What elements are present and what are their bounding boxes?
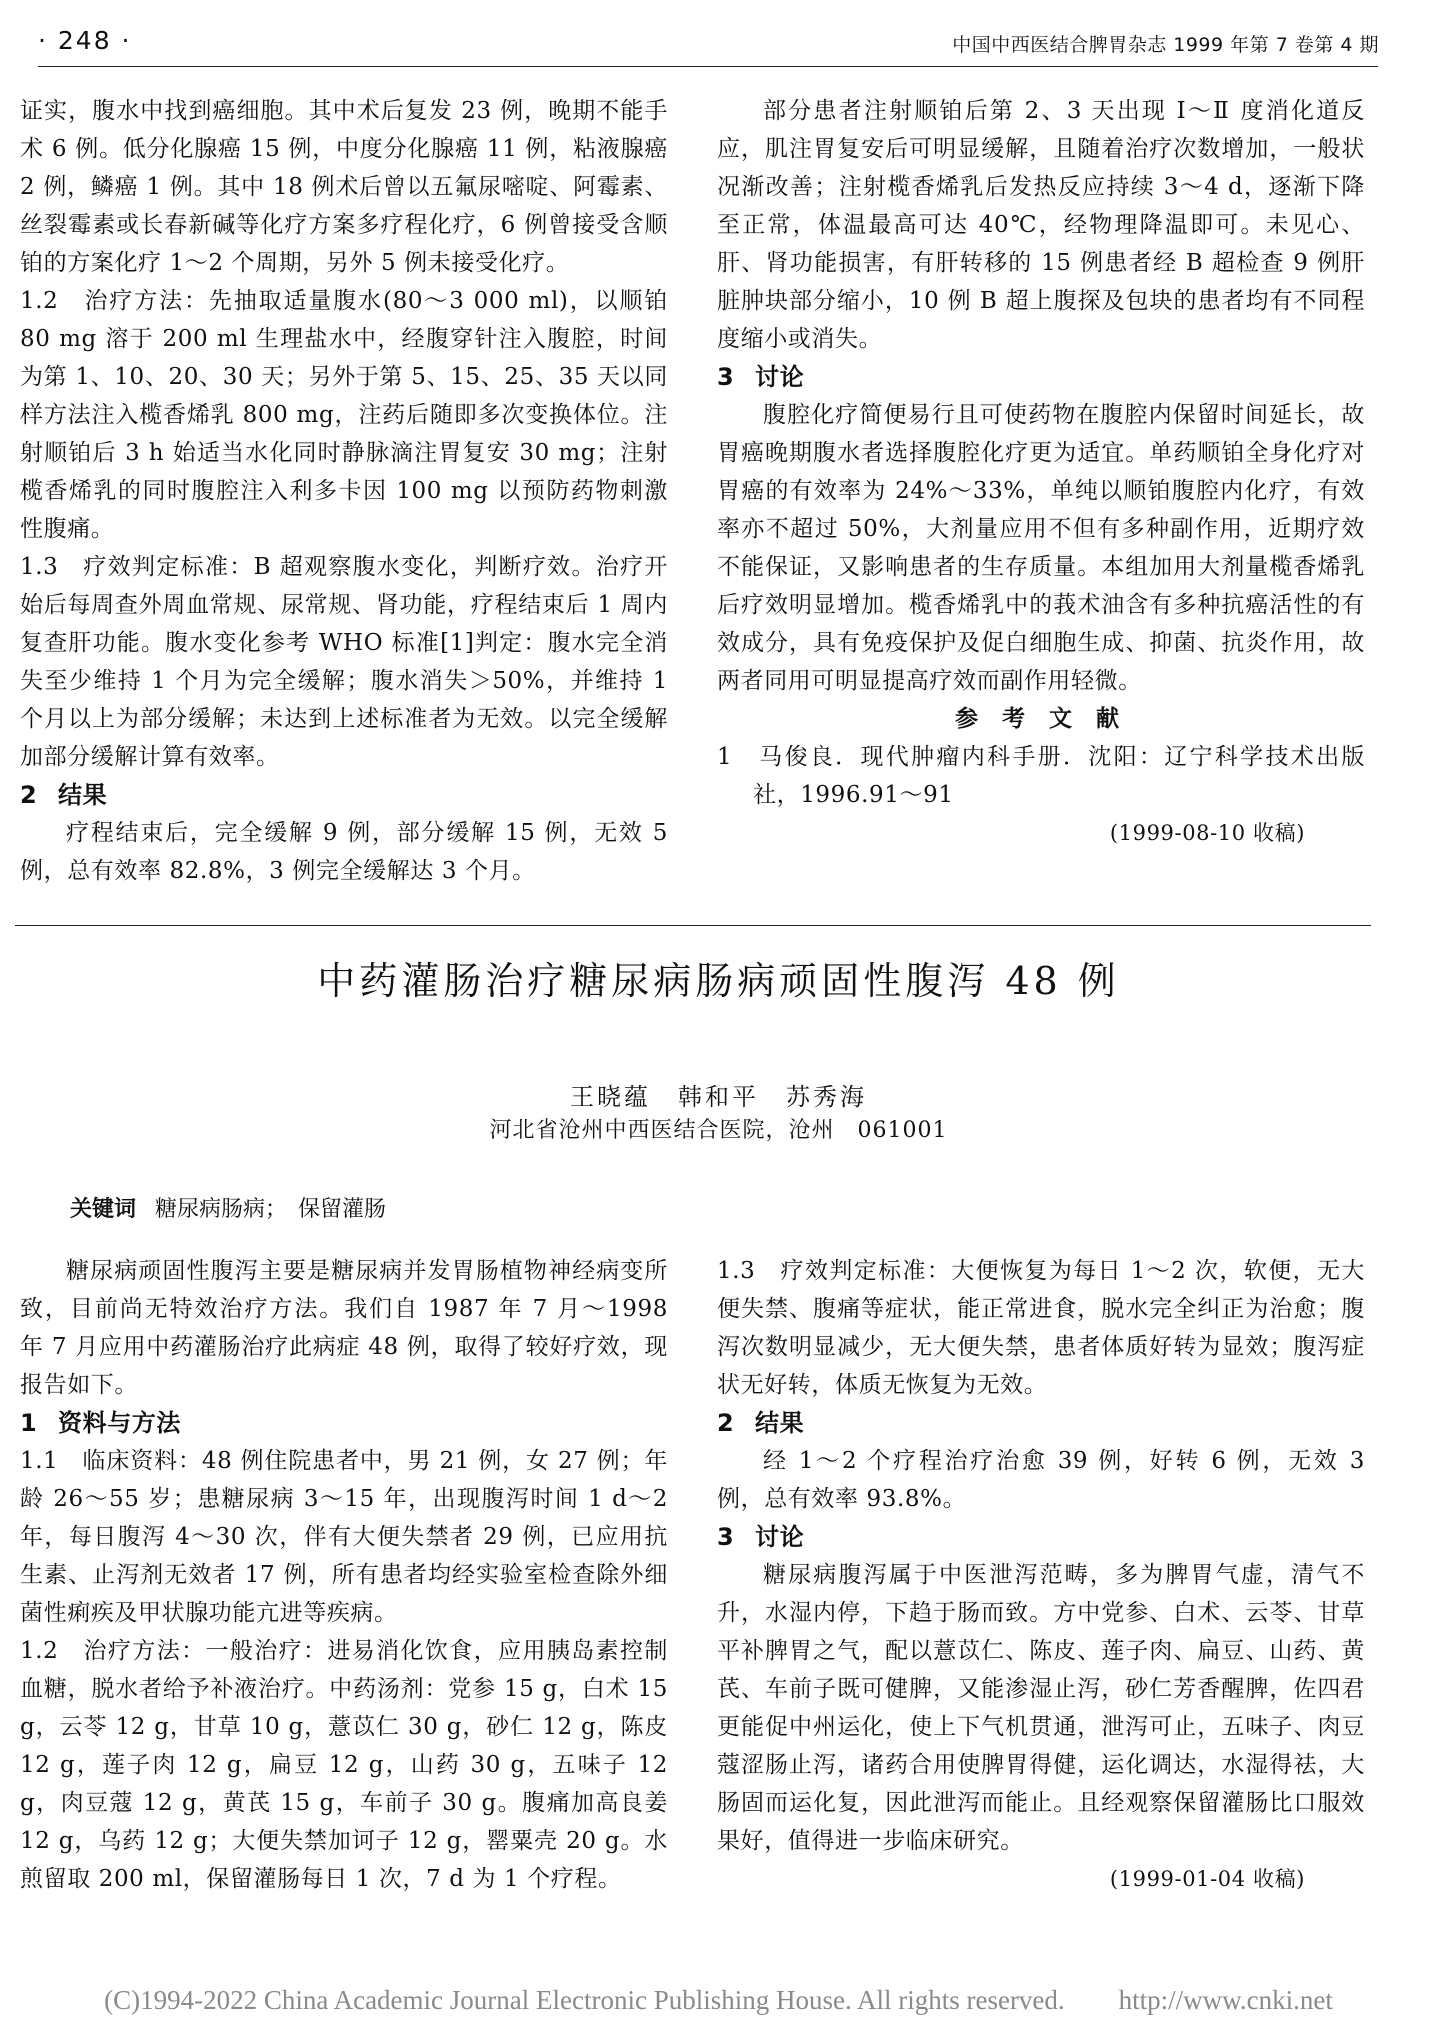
reference-item: 1 马俊良．现代肿瘤内科手册．沈阳：辽宁科学技术出版社，1996.91～91 [717,744,1365,808]
keywords-line [70,1192,386,1223]
received-date: (1999-08-10 收稿) [1109,821,1305,845]
page-number: · 248 · [38,26,132,55]
section-number: 2 [20,781,38,809]
received-date: (1999-01-04 收稿) [1109,1867,1305,1891]
body-paragraph: 1.3 疗效判定标准：大便恢复为每日 1～2 次，软便，无大便失禁、腹痛等症状，能正常进食，脱水完全纠正为治愈；腹泻次数明显减少，无大便失禁，患者体质好转为显效；腹泻症状无好转，体质无恢复为无效。 [717,1258,1365,1398]
top-right-column [717,92,1365,852]
body-paragraph: 疗程结束后，完全缓解 9 例，部分缓解 15 例，无效 5 例，总有效率 82.8%，3 例完全缓解达 3 个月。 [20,820,668,884]
section-heading [717,1518,1365,1556]
keywords-text: 糖尿病肠病； 保留灌肠 [155,1197,387,1222]
section-heading [717,1404,1365,1442]
keywords-label: 关键词 [70,1197,137,1222]
header-rule [38,66,1378,67]
article-right-column [717,1252,1365,1898]
section-heading [20,776,668,814]
section-heading [20,1404,668,1442]
body-paragraph: 1.1 临床资料：48 例住院患者中，男 21 例，女 27 例；年龄 26～55 岁；患糖尿病 3～15 年，出现腹泻时间 1 d～2 年，每日腹泻 4～30 次，伴有大便失禁者 29 例，已应用抗生素、止泻剂无效者 17 例，所有患者均经实验室检查除外细菌性痢疾及甲状腺功能亢进等疾病。 [20,1448,668,1626]
references-heading: 参 考 文 献 [954,706,1128,732]
copyright-footer: (C)1994-2022 China Academic Journal Electronic Publishing House. All rights reserved. http://www.cnki.net [104,1985,1333,2015]
body-paragraph: 腹腔化疗简便易行且可使药物在腹腔内保留时间延长，故胃癌晚期腹水者选择腹腔化疗更为适宜。单药顺铂全身化疗对胃癌的有效率为 24%～33%，单纯以顺铂腹腔内化疗，有效率亦不超过 50%，大剂量应用不但有多种副作用，近期疗效不能保证，又影响患者的生存质量。本组加用大剂量榄香烯乳后疗效明显增加。榄香烯乳中的莪术油含有多种抗癌活性的有效成分，具有免疫保护及促白细胞生成、抑菌、抗炎作用，故两者同用可明显提高疗效而副作用轻微。 [717,402,1365,694]
section-title: 讨论 [755,363,805,391]
section-number: 2 [717,1409,735,1437]
section-title: 结果 [755,1409,805,1437]
body-paragraph: 经 1～2 个疗程治疗治愈 39 例，好转 6 例，无效 3 例，总有效率 93.8%。 [717,1448,1365,1512]
body-paragraph: 1.3 疗效判定标准：B 超观察腹水变化，判断疗效。治疗开始后每周查外周血常规、尿常规、肾功能，疗程结束后 1 周内复查肝功能。腹水变化参考 WHO 标准[1]判定：腹水完全消失至少维持 1 个月为完全缓解；腹水消失＞50%，并维持 1 个月以上为部分缓解；未达到上述标准者为无效。以完全缓解加部分缓解计算有效率。 [20,554,668,770]
article-title: 中药灌肠治疗糖尿病肠病顽固性腹泻 48 例 [317,959,1120,1003]
section-heading [717,358,1365,396]
section-number: 3 [717,363,735,391]
top-left-column [20,92,668,890]
section-number: 1 [20,1409,38,1437]
journal-running-header: 中国中西医结合脾胃杂志 1999 年第 7 卷第 4 期 [952,34,1379,56]
article-affiliation: 河北省沧州中西医结合医院，沧州 061001 [489,1118,948,1143]
article-divider [15,925,1371,926]
body-paragraph: 证实，腹水中找到癌细胞。其中术后复发 23 例，晚期不能手术 6 例。低分化腺癌 15 例，中度分化腺癌 11 例，粘液腺癌 2 例，鳞癌 1 例。其中 18 例术后曾以五氟尿嘧啶、阿霉素、丝裂霉素或长春新碱等化疗方案多疗程化疗，6 例曾接受含顺铂的方案化疗 1～2 个周期，另外 5 例未接受化疗。 [20,98,668,276]
body-paragraph: 糖尿病顽固性腹泻主要是糖尿病并发胃肠植物神经病变所致，目前尚无特效治疗方法。我们自 1987 年 7 月～1998 年 7 月应用中药灌肠治疗此病症 48 例，取得了较好疗效，现报告如下。 [20,1258,668,1398]
body-paragraph: 糖尿病腹泻属于中医泄泻范畴，多为脾胃气虚，清气不升，水湿内停，下趋于肠而致。方中党参、白术、云苓、甘草平补脾胃之气，配以薏苡仁、陈皮、莲子肉、扁豆、山药、黄芪、车前子既可健脾，又能渗湿止泻，砂仁芳香醒脾，佐四君更能促中州运化，使上下气机贯通，泄泻可止，五味子、肉豆蔻涩肠止泻，诸药合用使脾胃得健，运化调达，水湿得祛，大肠固而运化复，因此泄泻而能止。且经观察保留灌肠比口服效果好，值得进一步临床研究。 [717,1562,1365,1854]
body-paragraph: 1.2 治疗方法：一般治疗：进易消化饮食，应用胰岛素控制血糖，脱水者给予补液治疗。中药汤剂：党参 15 g，白术 15 g，云苓 12 g，甘草 10 g，薏苡仁 30 g，砂仁 12 g，陈皮 12 g，莲子肉 12 g，扁豆 12 g，山药 30 g，五味子 12 g，肉豆蔻 12 g，黄芪 15 g，车前子 30 g。腹痛加高良姜 12 g，乌药 12 g；大便失禁加诃子 12 g，罂粟壳 20 g。水煎留取 200 ml，保留灌肠每日 1 次，7 d 为 1 个疗程。 [20,1638,668,1892]
body-paragraph: 1.2 治疗方法：先抽取适量腹水(80～3 000 ml)，以顺铂 80 mg 溶于 200 ml 生理盐水中，经腹穿针注入腹腔，时间为第 1、10、20、30 天；另外于第 5、15、25、35 天以同样方法注入榄香烯乳 800 mg，注药后随即多次变换体位。注射顺铂后 3 h 始适当水化同时静脉滴注胃复安 30 mg；注射榄香烯乳的同时腹腔注入利多卡因 100 mg 以预防药物刺激性腹痛。 [20,288,668,542]
section-title: 资料与方法 [58,1409,181,1437]
article-left-column [20,1252,668,1898]
section-number: 3 [717,1523,735,1551]
body-paragraph: 部分患者注射顺铂后第 2、3 天出现 Ⅰ～Ⅱ 度消化道反应，肌注胃复安后可明显缓解，且随着治疗次数增加，一般状况渐改善；注射榄香烯乳后发热反应持续 3～4 d，逐渐下降至正常，体温最高可达 40℃，经物理降温即可。未见心、肝、肾功能损害，有肝转移的 15 例患者经 B 超检查 9 例肝脏肿块部分缩小，10 例 B 超上腹探及包块的患者均有不同程度缩小或消失。 [717,98,1365,352]
section-title: 结果 [58,781,108,809]
section-title: 讨论 [755,1523,805,1551]
article-authors: 王晓蕴 韩和平 苏秀海 [570,1083,867,1111]
